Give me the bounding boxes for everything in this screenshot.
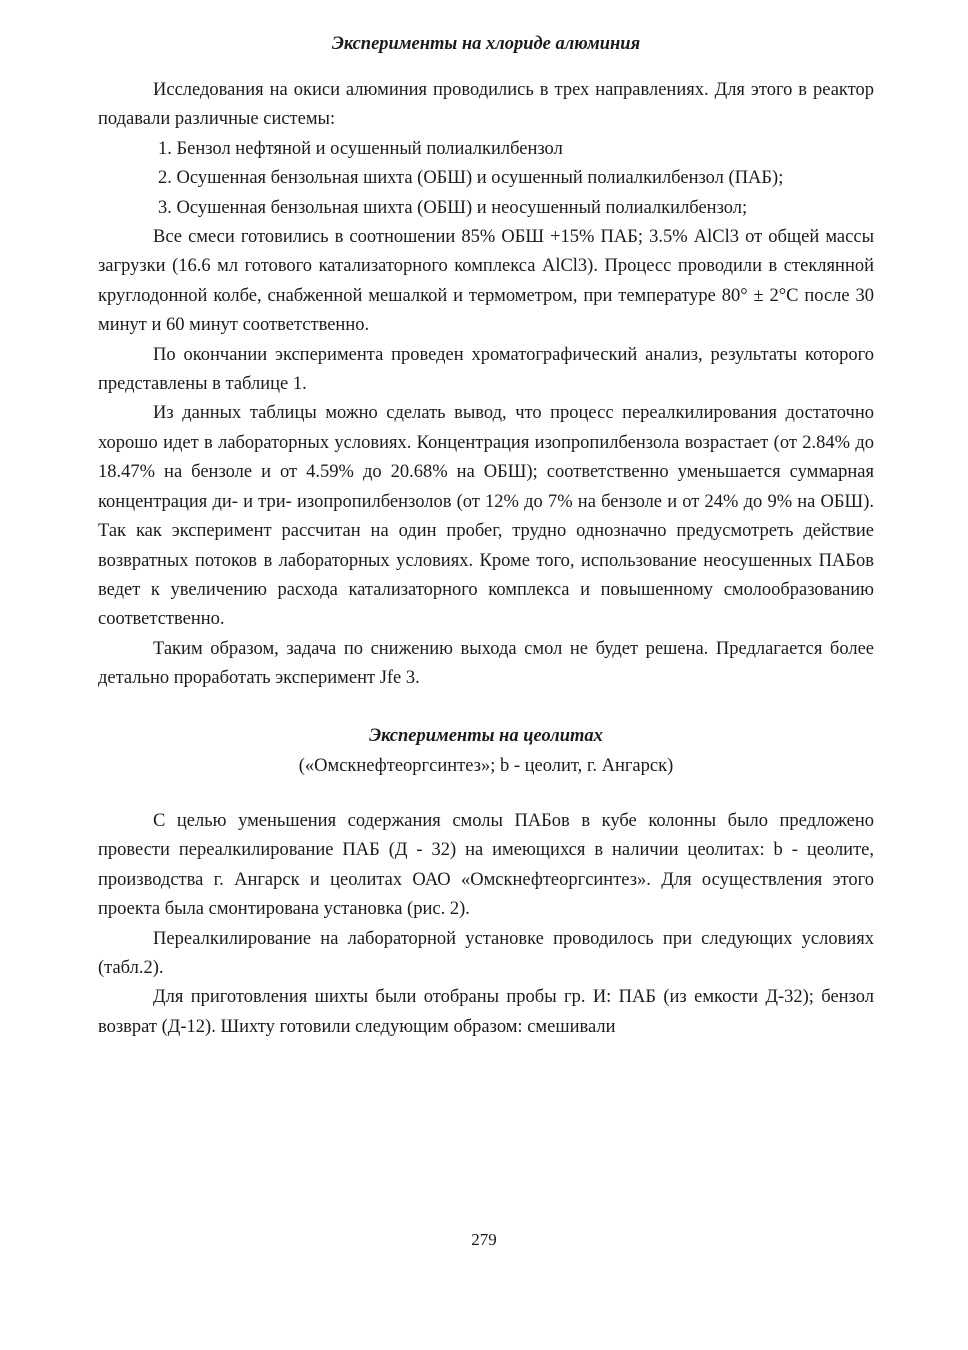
body-paragraph: Для приготовления шихты были отобраны пробы гр. И: ПАБ (из емкости Д-32); бензол возврат (Д-12). Шихту готовили следующим образом: смешивали (98, 987, 874, 1037)
document-page (98, 28, 874, 1042)
list-item: 2. Осушенная бензольная шихта (ОБШ) и осушенный полиалкилбензол (ПАБ); (158, 168, 784, 189)
body-paragraph: Таким образом, задача по снижению выхода смол не будет решена. Предлагается более детально проработать эксперимент Jfe 3. (98, 638, 874, 689)
section-subheading: («Омскнефтеоргсинтез»; b - цеолит, г. Ангарск) (298, 755, 674, 776)
list-item: 1. Бензол нефтяной и осушенный полиалкилбензол (158, 138, 563, 159)
body-paragraph: Все смеси готовились в соотношении 85% ОБШ +15% ПАБ; 3.5% AlCl3 от общей массы загрузки (16.6 мл готового катализаторного комплекса AlCl3). Процесс проводили в стеклянной круглодонной колбе, снабженной мешалкой и термометром, при температуре 80° ± 2°С после 30 минут и 60 минут соответственно. (98, 227, 874, 336)
body-paragraph: Переалкилирование на лабораторной установке проводилось при следующих условиях (табл.2). (98, 928, 874, 978)
section-heading-aluminum-chloride: Эксперименты на хлориде алюминия (331, 34, 641, 54)
list-item: 3. Осушенная бензольная шихта (ОБШ) и неосушенный полиалкилбензол; (158, 197, 748, 218)
section-heading-zeolites: Эксперименты на цеолитах (369, 725, 603, 746)
body-paragraph: По окончании эксперимента проведен хроматографический анализ, результаты которого представлены в таблице 1. (98, 344, 874, 395)
page-number: 279 (471, 1230, 497, 1249)
intro-paragraph: Исследования на окиси алюминия проводились в трех направлениях. Для этого в реактор подавали различные системы: (98, 80, 874, 130)
body-paragraph: Из данных таблицы можно сделать вывод, что процесс переалкилирования достаточно хорошо идет в лабораторных условиях. Концентрация изопропилбензола возрастает (от 2.84% до 18.47% на бензоле и от 4.59% до 20.68% на ОБШ); соответственно уменьшается суммарная концентрация ди- и три- изопропилбензолов (от 12% до 7% на бензоле и от 24% до 9% на ОБШ). Так как эксперимент рассчитан на один пробег, трудно однозначно предусмотреть действие возвратных потоков в лабораторных условиях. Кроме того, использование неосушенных ПАБов ведет к увеличению расхода катализаторного комплекса и повышенному смолообразованию соответственно. (98, 403, 874, 630)
body-paragraph: С целью уменьшения содержания смолы ПАБов в кубе колонны было предложено провести переалкилирование ПАБ (Д - 32) на имеющихся в наличии цеолитах: b - цеолите, производства г. Ангарск и цеолитах ОАО «Омскнефтеоргсинтез». Для осуществления этого проекта была смонтирована установка (рис. 2). (98, 810, 874, 920)
